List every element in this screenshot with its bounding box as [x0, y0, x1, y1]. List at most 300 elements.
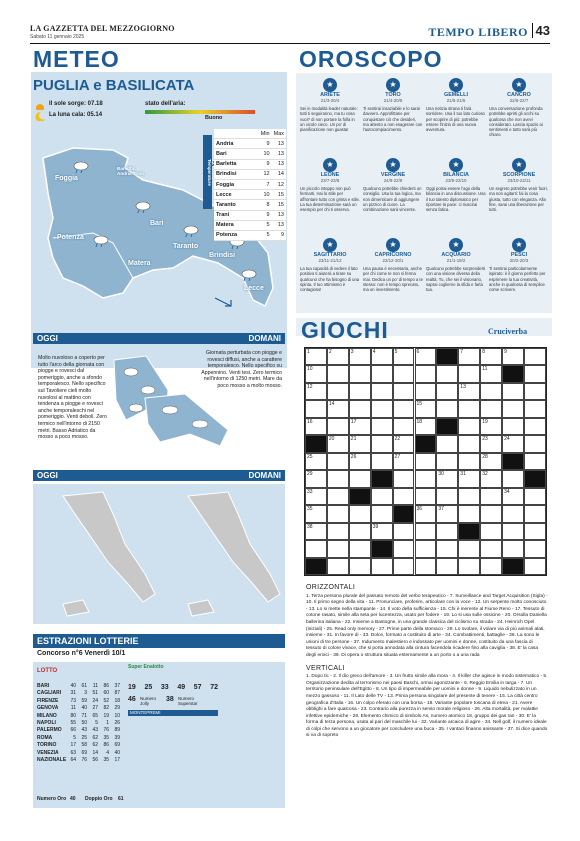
temp-min: 12 [258, 169, 272, 179]
lotto-number: 64 [70, 756, 76, 763]
rain-cloud-icon [73, 160, 89, 174]
crossword-cell[interactable] [327, 348, 349, 365]
clue-number: 36 [416, 506, 423, 513]
crossword-cell[interactable] [327, 540, 349, 557]
table-row [37, 727, 127, 734]
horoscope-sign [363, 78, 423, 132]
crossword-cell[interactable] [371, 348, 393, 365]
map-city-lecce: Lecce [244, 285, 264, 292]
temp-min: 9 [258, 159, 272, 169]
zodiac-icon: ★ [386, 78, 400, 92]
crossword-cell[interactable] [524, 488, 546, 505]
lotto-number: 19 [103, 712, 109, 719]
lotto-number: 69 [114, 742, 120, 749]
crossword-cell[interactable] [393, 348, 415, 365]
temp-max: 12 [272, 179, 286, 189]
crossword-cell[interactable] [458, 400, 480, 417]
crossword-cell[interactable] [524, 453, 546, 470]
crossword-cell[interactable] [458, 488, 480, 505]
clue-number: 13 [460, 383, 466, 390]
zodiac-icon: ★ [386, 158, 400, 172]
crossword-cell[interactable] [393, 383, 415, 400]
sign-text: Un segreto potrebbe venir fuori, ma non agitarti: fai la cosa giusta, tutto con eleganza. Alla fine, sarai una liberazione per tutti. [489, 186, 548, 213]
crossword-cell[interactable] [349, 383, 371, 400]
crossword-cell[interactable] [371, 488, 393, 505]
crossword-cell[interactable] [436, 453, 458, 470]
lotto-number: 86 [103, 742, 109, 749]
crossword-black-cell [436, 418, 458, 435]
lotto-number: 58 [81, 742, 87, 749]
temp-min: 10 [258, 149, 272, 159]
crossword-cell[interactable] [327, 505, 349, 522]
sign-name: ACQUARIO [441, 252, 471, 258]
sign-dates: 21/3-20/4 [320, 98, 340, 103]
se-number: 49 [177, 684, 186, 691]
table-row [37, 683, 127, 690]
italy-today-label: OGGI [37, 471, 58, 480]
clue-number: 5 [394, 349, 398, 355]
crossword-cell[interactable] [327, 453, 349, 470]
crossword-cell[interactable] [393, 418, 415, 435]
temp-city: Potenza [214, 230, 258, 240]
zodiac-icon: ★ [449, 158, 463, 172]
crossword-black-cell [371, 470, 393, 487]
lotto-number: 60 [103, 690, 109, 697]
sign-text: Qualcuno potrebbe chiederti un consiglio. Usa la tua logica, ma non dimenticare di aggiungere un pizzico di cuore. La combinazione sarà vincente. [363, 186, 422, 213]
crossword-cell[interactable] [502, 435, 524, 452]
crossword-cell[interactable] [349, 558, 371, 575]
table-row [214, 169, 286, 179]
crossword-cell[interactable] [371, 558, 393, 575]
superenalotto-logo: Super Enalotto [128, 664, 164, 670]
issue-date: Sabato 11 gennaio 2025 [30, 34, 85, 40]
italy-maps [33, 484, 285, 624]
crossword-cell[interactable] [480, 365, 502, 382]
crossword-cell[interactable] [327, 523, 349, 540]
crossword-cell[interactable] [371, 400, 393, 417]
doppio-oro: 61 [118, 796, 124, 802]
crossword-cell[interactable] [371, 365, 393, 382]
crossword-cell[interactable] [436, 383, 458, 400]
sign-dates: 21/1-19/2 [446, 258, 466, 263]
temp-city: Foggia [214, 179, 258, 189]
today-tomorrow-bar [33, 333, 285, 344]
crossword-cell[interactable] [415, 505, 437, 522]
table-row [37, 698, 127, 705]
clue-number: 24 [504, 436, 510, 443]
crossword-cell[interactable] [349, 365, 371, 382]
crossword-cell[interactable] [524, 523, 546, 540]
crossword-black-cell [458, 523, 480, 540]
rain-cloud-icon [241, 268, 257, 282]
crossword-cell[interactable] [480, 383, 502, 400]
lotto-number: 87 [114, 690, 120, 697]
crossword-black-cell [436, 348, 458, 365]
numero-oro-label: Numero Oro [37, 796, 67, 802]
crossword-cell[interactable] [480, 540, 502, 557]
sign-name: PESCI [510, 252, 528, 258]
sign-text: Ti sentirai insaziabile e lo sarai davvero. Approfittane per conquistare ciò che desideri, ma attento a non esagerare con l'autocompiacimento. [363, 106, 423, 133]
crossword-cell[interactable] [415, 383, 437, 400]
crossword-cell[interactable] [524, 435, 546, 452]
crossword-cell[interactable] [415, 558, 437, 575]
lotto-number: 5 [73, 734, 76, 741]
map-city-brindisi: Brindisi [209, 252, 236, 259]
crossword-cell[interactable] [502, 400, 524, 417]
crossword-cell[interactable] [327, 470, 349, 487]
sign-name: TORO [385, 92, 401, 98]
crossword-cell[interactable] [327, 488, 349, 505]
temp-min: 9 [258, 210, 272, 220]
crossword-cell[interactable] [393, 435, 415, 452]
crossword-cell[interactable] [305, 418, 327, 435]
temp-max: 13 [272, 149, 286, 159]
crossword-cell[interactable] [393, 540, 415, 557]
air-quality-value: Buono [205, 115, 223, 121]
map-city-barletta: Barletta Andria Trani [117, 166, 144, 176]
sign-dates: 23/10-22/11 [507, 178, 531, 183]
crossword-cell[interactable] [305, 400, 327, 417]
down-title: VERTICALI [306, 664, 345, 672]
horoscope-sign [363, 238, 423, 292]
crossword-cell[interactable] [327, 400, 349, 417]
sign-text: Sei in modalità leader naturale: tutti ti seguiranno, ma tu cosa vuoi? di non portare la folla in un vicolo cieco. Un po' di pianificazione non guasta! [300, 106, 358, 133]
publication-name: LA GAZZETTA DEL MEZZOGIORNO [30, 24, 175, 33]
lotto-number: 5 [95, 719, 98, 726]
crossword-cell[interactable] [480, 505, 502, 522]
horoscope-sign [300, 78, 360, 132]
lotto-number: 62 [92, 734, 98, 741]
crossword-cell[interactable] [436, 470, 458, 487]
crossword-cell[interactable] [415, 488, 437, 505]
rain-cloud-icon [135, 200, 151, 214]
sign-text: Una conversazione profonda potrebbe aprirti gli occhi su qualcosa che non avevi considerato. Lascia spazio ai sentimenti e tutto sarà più chiaro. [489, 106, 543, 138]
crossword-cell[interactable] [458, 470, 480, 487]
crossword-cell[interactable] [371, 383, 393, 400]
clue-number: 27 [394, 453, 401, 460]
crossword-cell[interactable] [415, 365, 437, 382]
jolly-number: 46 [128, 696, 136, 703]
doppio-oro-label: Doppio Oro [85, 796, 113, 802]
lotto-number: 62 [92, 742, 98, 749]
crossword-cell[interactable] [436, 400, 458, 417]
moonrise-text: La luna cala: 05.14 [49, 112, 103, 118]
crossword-cell[interactable] [349, 505, 371, 522]
zodiac-icon: ★ [512, 238, 526, 252]
table-row [214, 200, 286, 210]
crossword-cell[interactable] [458, 505, 480, 522]
se-number: 25 [144, 684, 153, 691]
crossword-cell[interactable] [327, 418, 349, 435]
clue-number: 18 [416, 418, 423, 425]
lotto-number: 24 [92, 697, 98, 704]
horoscope-sign [489, 158, 549, 212]
sign-dates: 24/8-22/9 [383, 178, 403, 183]
sign-dates: 23/11-21/12 [318, 258, 342, 263]
zodiac-icon: ★ [323, 158, 337, 172]
temp-max: 15 [272, 200, 286, 210]
crossword-black-cell [502, 453, 524, 470]
crossword-cell[interactable] [524, 540, 546, 557]
italy-tomorrow-label: DOMANI [248, 471, 281, 480]
region-title: PUGLIA e BASILICATA [33, 77, 195, 94]
clue-number: 16 [307, 418, 313, 425]
crossword-black-cell [502, 365, 524, 382]
oroscopo-header: OROSCOPO [299, 46, 443, 72]
clue-number: 34 [504, 488, 510, 495]
crossword-cell[interactable] [524, 418, 546, 435]
crossword-cell[interactable] [436, 488, 458, 505]
crossword-cell[interactable] [393, 488, 415, 505]
crossword-cell[interactable] [458, 435, 480, 452]
masthead [30, 23, 550, 44]
lotto-number: 66 [70, 727, 76, 734]
sign-name: CAPRICORNO [374, 252, 412, 258]
clue-number: 4 [372, 349, 376, 355]
se-number: 57 [193, 684, 202, 691]
crossword-cell[interactable] [415, 470, 437, 487]
clue-number: 26 [350, 453, 357, 460]
crossword-cell[interactable] [502, 505, 524, 522]
crossword-cell[interactable] [415, 453, 437, 470]
ruota-name: GENOVA [37, 705, 59, 712]
crossword-cell[interactable] [415, 523, 437, 540]
crossword-cell[interactable] [415, 348, 437, 365]
sun-icon [33, 100, 47, 110]
clue-number: 28 [482, 453, 488, 460]
crossword-cell[interactable] [458, 418, 480, 435]
sign-dates: 20/2-20/3 [509, 258, 529, 263]
sign-text: Una notizia strana ti farà sorridere. Usa il tuo lato curioso per scoprire di più: potrebbe essere l'inizio di una nuova avventura. [426, 106, 485, 133]
crossword-cell[interactable] [371, 523, 393, 540]
crossword-cell[interactable] [327, 435, 349, 452]
crossword-cell[interactable] [524, 365, 546, 382]
rain-cloud-icon [183, 224, 199, 238]
crossword-cell[interactable] [458, 540, 480, 557]
crossword-cell[interactable] [480, 470, 502, 487]
crossword-cell[interactable] [327, 365, 349, 382]
horoscope-sign [426, 158, 486, 212]
crossword-cell[interactable] [436, 435, 458, 452]
crossword-cell[interactable] [524, 348, 546, 365]
crossword-cell[interactable] [305, 470, 327, 487]
crossword-grid[interactable] [304, 347, 547, 576]
crossword-cell[interactable] [458, 365, 480, 382]
crossword-cell[interactable] [349, 470, 371, 487]
crossword-cell[interactable] [393, 558, 415, 575]
italy-today-tomorrow-bar [33, 470, 285, 481]
crossword-cell[interactable] [349, 348, 371, 365]
wind-arrow-icon [213, 296, 233, 308]
ruota-name: BARI [37, 683, 50, 689]
crossword-black-cell [415, 435, 437, 452]
crossword-cell[interactable] [305, 453, 327, 470]
crossword-cell[interactable] [371, 418, 393, 435]
lotto-number: 40 [114, 749, 120, 756]
se-number: 19 [128, 684, 136, 691]
horoscope-sign [300, 238, 360, 292]
horoscope-sign [489, 238, 549, 292]
crossword-cell[interactable] [305, 523, 327, 540]
table-row [214, 139, 286, 149]
lotto-number: 26 [114, 719, 120, 726]
crossword-cell[interactable] [480, 400, 502, 417]
map-city-taranto: Taranto [173, 243, 199, 250]
crossword-cell[interactable] [371, 453, 393, 470]
crossword-cell[interactable] [524, 505, 546, 522]
zodiac-icon: ★ [323, 78, 337, 92]
crossword-cell[interactable] [458, 348, 480, 365]
temperature-table [214, 129, 286, 241]
crossword-cell[interactable] [436, 505, 458, 522]
crossword-cell[interactable] [436, 540, 458, 557]
crossword-cell[interactable] [305, 505, 327, 522]
crossword-cell[interactable] [393, 523, 415, 540]
crossword-cell[interactable] [502, 523, 524, 540]
clue-number: 6 [416, 349, 420, 355]
crossword-cell[interactable] [480, 348, 502, 365]
crossword-cell[interactable] [458, 453, 480, 470]
crossword-cell[interactable] [415, 418, 437, 435]
crossword-cell[interactable] [480, 488, 502, 505]
crossword-cell[interactable] [305, 365, 327, 382]
crossword-cell[interactable] [305, 383, 327, 400]
map-city-matera: Matera [128, 260, 151, 267]
lotto-number: 76 [81, 756, 87, 763]
map-city-potenza: Potenza [57, 234, 84, 241]
crossword-cell[interactable] [524, 400, 546, 417]
sign-text: Oggi potrai essere l'ago della bilancia in una discussione. Usa il tuo talento diplomatico per riportare la pace: ci riuscirai senza fatica. [426, 186, 486, 213]
crossword-cell[interactable] [305, 348, 327, 365]
table-row [37, 705, 127, 712]
crossword-cell[interactable] [502, 348, 524, 365]
crossword-cell[interactable] [349, 435, 371, 452]
meteo-header: METEO [33, 46, 120, 72]
crossword-cell[interactable] [458, 383, 480, 400]
crossword-cell[interactable] [371, 505, 393, 522]
crossword-cell[interactable] [415, 400, 437, 417]
sun-moon-box [33, 100, 285, 122]
montepremi-label: MONTEPREMI [128, 710, 218, 716]
table-row [37, 713, 127, 720]
sign-name: VERGINE [380, 172, 406, 178]
lotto-number: 31 [70, 690, 76, 697]
sign-name: BILANCIA [443, 172, 469, 178]
lotto-number: 55 [70, 719, 76, 726]
lotterie-title: ESTRAZIONI LOTTERIE [33, 634, 285, 648]
zodiac-icon: ★ [386, 238, 400, 252]
crossword-black-cell [502, 558, 524, 575]
lotto-results [37, 683, 127, 764]
lotto-number: 11 [70, 705, 76, 712]
temp-max: 13 [272, 159, 286, 169]
tomorrow-label: DOMANI [248, 334, 281, 343]
lotto-number: 11 [92, 683, 98, 689]
superstar-label: Numero Superstar [178, 696, 198, 706]
lotto-number: 51 [92, 690, 98, 697]
crossword-cell[interactable] [480, 523, 502, 540]
across-clues: 1. Terza persona plurale del passato remoto del verbo terapeutico - 7. Surveillance and Target Acquisition (Sigla) - 10. Il primo segno della vita - 11. Pronunciare, proferire, articolare con la voce - 12. Un serpente molto conosciuto - 13. Lo si mette nella stampante - 14. Il voto della sufficienza - 15. Chi è inerente al Fiume Reno - 17. Tessuto di cotone rasato, simile alla seta per lucentezza, usato per fodere - 19. Lo si usa sulle ossicine - 20. Orsolla Daniella ballerina italiana - 22. Insieme a Bastogne, in una grande classica del ciclismo su strada - 24. Heinrich Opel (iniziali) - 25. Read only memory - 27. Prime parte della stomaco - 29. Lo svolare, il volare via di più animali alati, insieme - 31. In favore di - 33. Dolce, formato a costituito di arte - 34. Combattimenti, battaglie - 36. La sono le unioni di tre persone - 37. Indumento malestiero e indossato per uomini e donne, costituito da una fascia di tessuto di colore vivace, che si porta annodata alla cintura facendola ricadere fino alla caviglia - 38. E' la casa degli eroici - 39. Di opera o struttura situata esternamente a un porto o a una rada [306, 593, 548, 658]
crossword-cell[interactable] [480, 453, 502, 470]
crossword-cell[interactable] [502, 418, 524, 435]
tomorrow-forecast-text: Giornata perturbata con piogge e rovesci diffusi, anche a carattere temporalesco. Nello specifico su Appennino. Venti tesi. Zero termico nell'intorno di 1250 metri. Mare da poco mosso a molto mosso. [201, 350, 282, 389]
crossword-cell[interactable] [327, 558, 349, 575]
crossword-cell[interactable] [393, 400, 415, 417]
crossword-cell[interactable] [349, 540, 371, 557]
ruota-name: TORINO [37, 742, 57, 749]
crossword-cell[interactable] [524, 558, 546, 575]
crossword-cell[interactable] [393, 453, 415, 470]
table-row [37, 750, 127, 757]
crossword-cell[interactable] [371, 435, 393, 452]
crossword-cell[interactable] [480, 435, 502, 452]
sign-name: SAGITTARIO [313, 252, 347, 258]
crossword-black-cell [349, 488, 371, 505]
crossword-cell[interactable] [480, 418, 502, 435]
table-row [214, 210, 286, 220]
lotto-number: 18 [114, 697, 120, 704]
clue-number: 38 [307, 523, 313, 530]
crossword-cell[interactable] [393, 365, 415, 382]
crossword-cell[interactable] [502, 383, 524, 400]
crossword-cell[interactable] [327, 383, 349, 400]
crossword-cell[interactable] [436, 365, 458, 382]
crossword-cell[interactable] [349, 418, 371, 435]
clue-number: 3 [350, 349, 354, 355]
table-row [214, 159, 286, 169]
giochi-header: GIOCHI [301, 317, 389, 343]
crossword-cell[interactable] [458, 558, 480, 575]
crossword-cell[interactable] [436, 558, 458, 575]
air-quality-label: stato dell'aria: [145, 101, 186, 107]
crossword-cell[interactable] [349, 400, 371, 417]
crossword-cell[interactable] [480, 558, 502, 575]
crossword-cell[interactable] [305, 488, 327, 505]
crossword-cell[interactable] [349, 453, 371, 470]
horoscope-sign [363, 158, 423, 212]
crossword-black-cell [524, 470, 546, 487]
clue-number: 8 [482, 349, 485, 355]
clue-number: 17 [350, 418, 357, 425]
crossword-cell[interactable] [415, 540, 437, 557]
table-row [214, 220, 286, 230]
air-quality-scale [145, 110, 255, 114]
crossword-cell[interactable] [502, 540, 524, 557]
horoscope-sign [300, 158, 360, 212]
crossword-cell[interactable] [524, 383, 546, 400]
lotto-number: 10 [114, 712, 120, 719]
sign-text: Ti sentirai particolarmente ispirato: è il giorno perfetto per esprimere la tua creatività, anche in qualcosa di semplice come scrivere. [489, 266, 546, 293]
italy-maps-panel [33, 484, 285, 624]
crossword-cell[interactable] [436, 523, 458, 540]
lotto-number: 56 [92, 756, 98, 763]
crossword-black-cell [305, 558, 327, 575]
superstar-number: 38 [166, 696, 174, 703]
jolly-label: Numero Jolly [140, 696, 157, 706]
crossword-cell[interactable] [502, 488, 524, 505]
lotto-number: 43 [81, 727, 87, 734]
crossword-cell[interactable] [349, 523, 371, 540]
crossword-cell[interactable] [305, 540, 327, 557]
sign-dates: 22/12-20/1 [382, 258, 404, 263]
moon-icon [33, 111, 47, 121]
crossword-cell[interactable] [393, 470, 415, 487]
crossword-cell[interactable] [502, 470, 524, 487]
lotto-logo: LOTTO [37, 668, 58, 674]
ruota-name: NAZIONALE [37, 756, 67, 763]
lotto-number: 63 [70, 749, 76, 756]
sign-text: La tua capacità di vedere il lato positivo ti aiuterà a tirare su qualcuno che ha bisogno di una spinta. Il tuo ottimismo è contagioso! [300, 266, 360, 293]
